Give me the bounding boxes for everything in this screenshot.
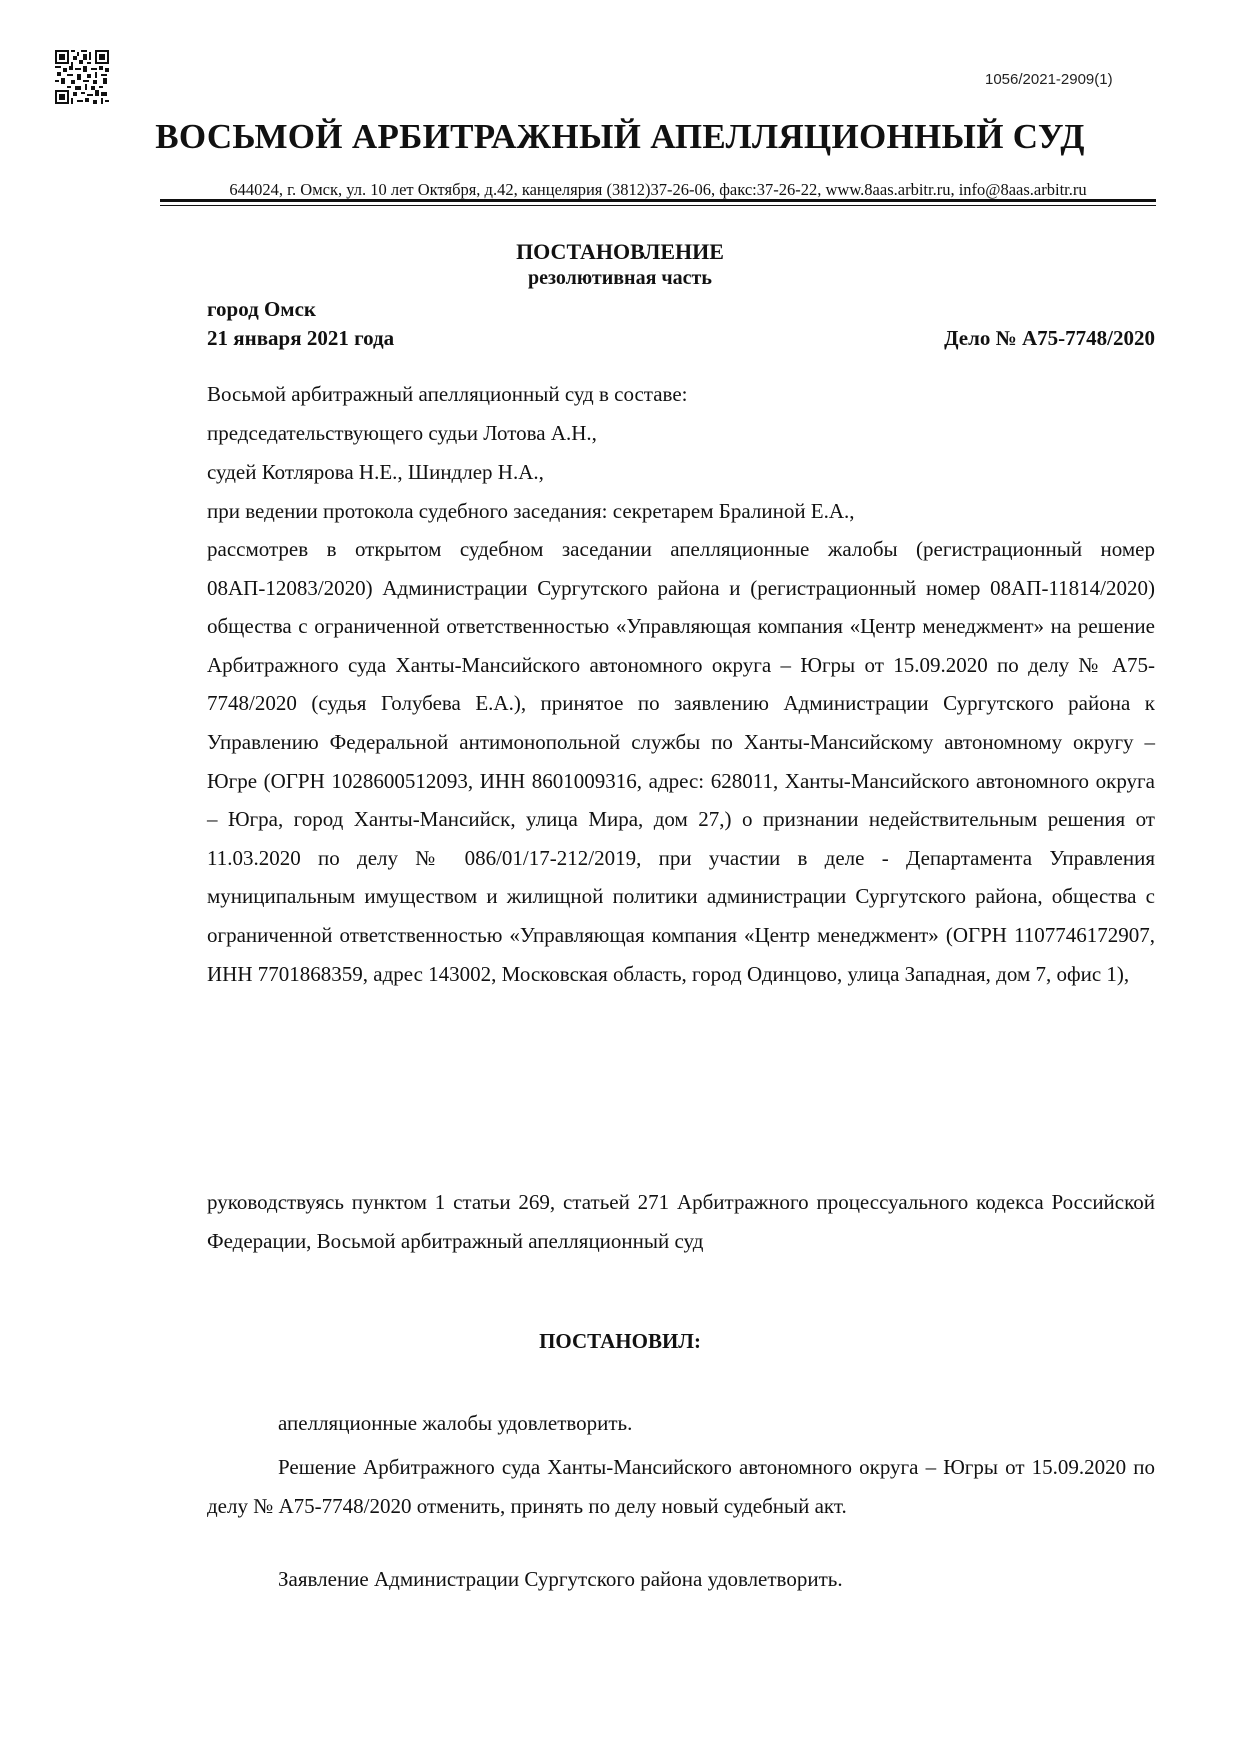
resolution-item-1: апелляционные жалобы удовлетворить. — [278, 1411, 633, 1435]
resolution-item-2: Решение Арбитражного суда Ханты-Мансийского автономного округа – Югры от 15.09.2020 по делу № А75-7748/2020 отменить, принять по делу новый судебный акт. — [207, 1455, 1155, 1518]
judges: судей Котлярова Н.Е., Шиндлер Н.А., — [207, 460, 544, 484]
case-description-paragraph: рассмотрев в открытом судебном заседании апелляционные жалобы (регистрационный номер 08АП-12083/2020) Администрации Сургутского района и (регистрационный номер 08АП-11814/2020) общества с ограниченной ответственностью «Управляющая компания «Центр менеджмент» на решение Арбитражного суда Ханты-Мансийского автономного округа – Югры от 15.09.2020 по делу № А75-7748/2020 (судья Голубева Е.А.), принятое по заявлению Администрации Сургутского района к Управлению Федеральной антимонопольной службы по Ханты-Мансийскому автономному округу – Югре (ОГРН 1028600512093, ИНН 8601009316, адрес: 628011, Ханты-Мансийского автономного округа – Югра, город Ханты-Мансийск, улица Мира, дом 27,) о признании недействительным решения от 11.03.2020 по делу № 086/01/17-212/2019, при участии в деле - Департамента Управления муниципальным имуществом и жилищной политики администрации Сургутского района, общества с ограниченной ответственностью «Управляющая компания «Центр менеджмент» (ОГРН 1107746172907, ИНН 7701868359, адрес 143002, Московская область, город Одинцово, улица Западная, дом 7, офис 1), — [207, 537, 1155, 986]
city: город Омск — [207, 297, 317, 321]
document-title: ПОСТАНОВЛЕНИЕ — [516, 239, 724, 264]
legal-basis-paragraph: руководствуясь пунктом 1 статьи 269, статьей 271 Арбитражного процессуального кодекса Российской Федерации, Восьмой арбитражный апелляционный суд — [207, 1190, 1155, 1253]
decision-date: 21 января 2021 года — [207, 326, 395, 350]
decree-heading: ПОСТАНОВИЛ: — [539, 1329, 701, 1353]
case-number: Дело № А75-7748/2020 — [944, 326, 1155, 350]
court-composition: Восьмой арбитражный апелляционный суд в составе: — [207, 382, 688, 406]
resolution-item-3: Заявление Администрации Сургутского района удовлетворить. — [278, 1567, 843, 1591]
secretary: при ведении протокола судебного заседания: секретарем Бралиной Е.А., — [207, 499, 855, 523]
document-number: 1056/2021-2909(1) — [985, 71, 1113, 88]
header-divider-thick — [160, 199, 1156, 202]
court-address: 644024, г. Омск, ул. 10 лет Октября, д.42, канцелярия (3812)37-26-06, факс:37-26-22, www.8aas.arbitr.ru, info@8aas.arbitr.ru — [229, 180, 1087, 199]
header-divider-thin — [160, 205, 1156, 206]
presiding-judge: председательствующего судьи Лотова А.Н., — [207, 421, 597, 445]
court-name: ВОСЬМОЙ АРБИТРАЖНЫЙ АПЕЛЛЯЦИОННЫЙ СУД — [155, 117, 1085, 156]
document-subtitle: резолютивная часть — [528, 267, 712, 289]
qr-code — [55, 50, 109, 104]
